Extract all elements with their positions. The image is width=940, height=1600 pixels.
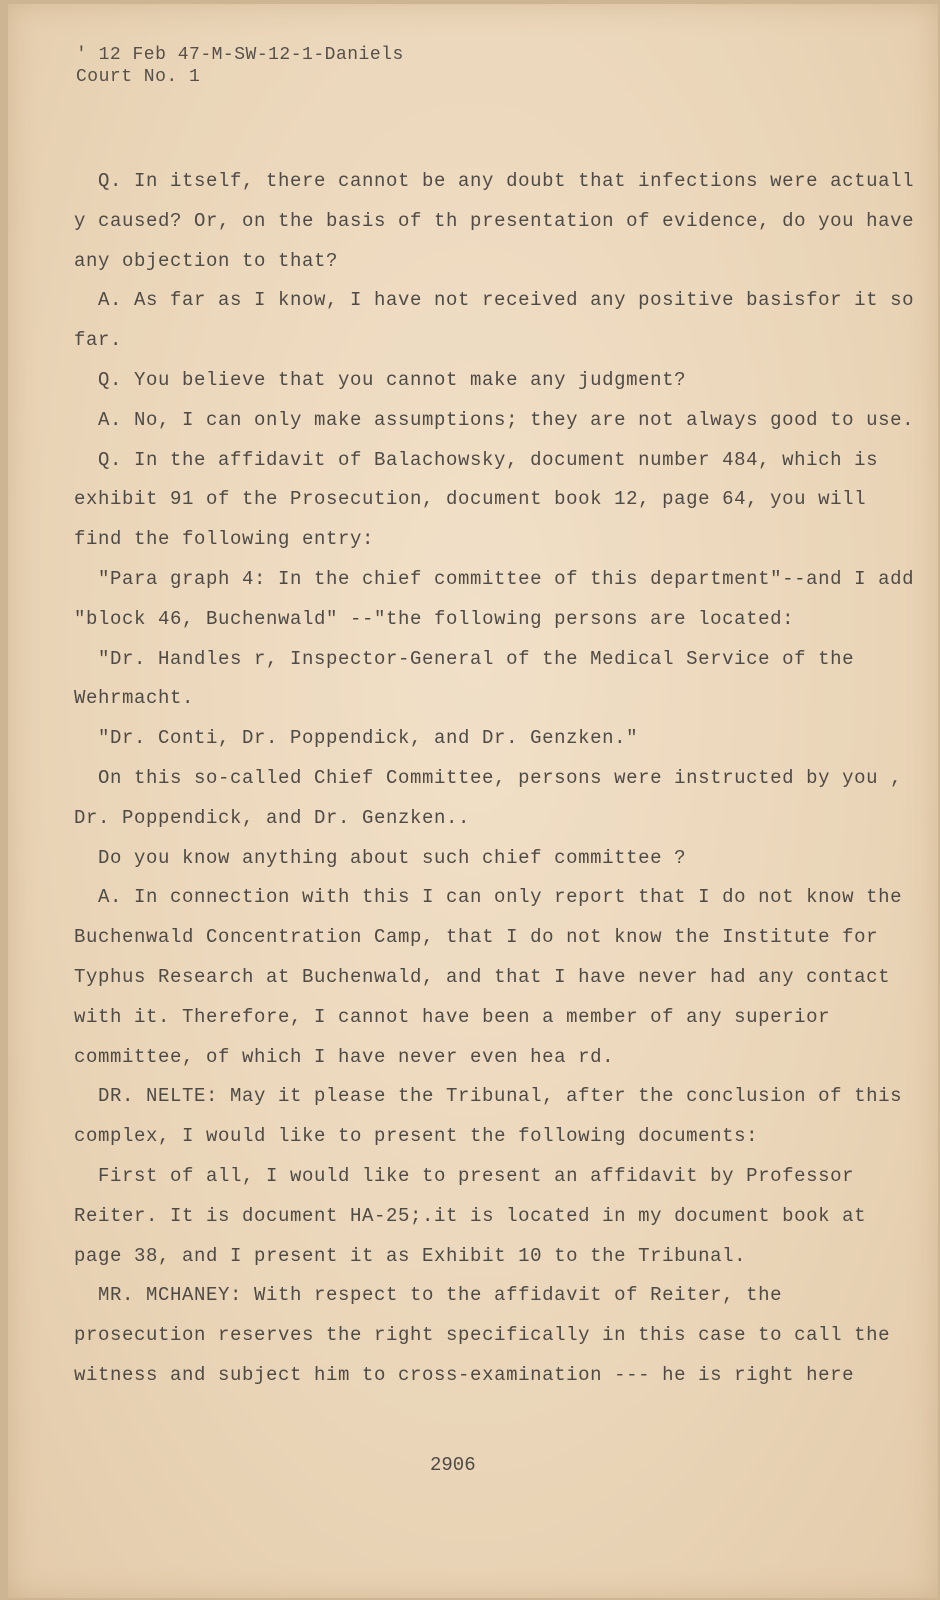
transcript-paragraph: DR. NELTE: May it please the Tribunal, after the conclusion of this complex, I would like to present the following documents: xyxy=(74,1085,903,1148)
transcript-paragraph: On this so-called Chief Committee, persons were instructed by you , Dr. Poppendick, and Dr. Genzken.. xyxy=(74,766,903,829)
header-court-line: Court No. 1 xyxy=(76,67,201,87)
transcript-paragraph: Q. You believe that you cannot make any judgment? xyxy=(98,368,687,391)
transcript-paragraph: First of all, I would like to present an affidavit by Professor Reiter. It is document HA-25;.it is located in my document book at page 38, and I present it as Exhibit 10 to the Tribunal. xyxy=(74,1164,867,1267)
transcript-paragraph: Do you know anything about such chief committee ? xyxy=(98,846,687,869)
transcript-paragraph: "Dr. Handles r, Inspector-General of the Medical Service of the Wehrmacht. xyxy=(74,647,855,710)
transcript-paragraph: Q. In the affidavit of Balachowsky, document number 484, which is exhibit 91 of the Prosecution, document book 12, page 64, you will find the following entry: xyxy=(74,448,879,551)
page-number: 2906 xyxy=(430,1454,476,1476)
transcript-paragraph: A. No, I can only make assumptions; they are not always good to use. xyxy=(98,408,915,431)
transcript-paragraph: "Dr. Conti, Dr. Poppendick, and Dr. Genzken." xyxy=(98,727,639,750)
header-date-line: ' 12 Feb 47-M-SW-12-1-Daniels xyxy=(76,45,404,65)
transcript-paragraph: MR. MCHANEY: With respect to the affidavit of Reiter, the prosecution reserves the right specifically in this case to call the witness and subject him to cross-examination --- he is right here xyxy=(74,1284,891,1386)
transcript-paragraph: "Para graph 4: In the chief committee of this department"--and I add "block 46, Buchenwald" --"the following persons are located: xyxy=(74,567,915,630)
document-page xyxy=(8,4,938,1598)
transcript-body xyxy=(74,162,924,1396)
document-header xyxy=(76,44,404,88)
transcript-paragraph: Q. In itself, there cannot be any doubt that infections were actuall y caused? Or, on the basis of th presentation of evidence, do you have any objection to that? xyxy=(74,170,915,272)
transcript-paragraph: A. As far as I know, I have not received any positive basisfor it so far. xyxy=(74,289,915,352)
transcript-paragraph: A. In connection with this I can only report that I do not know the Buchenwald Concentration Camp, that I do not know the Institute for Typhus Research at Buchenwald, and that I have never had any contact with it. Therefore, I cannot have been a member of any superior committee, of which I have never even hea rd. xyxy=(74,886,903,1068)
